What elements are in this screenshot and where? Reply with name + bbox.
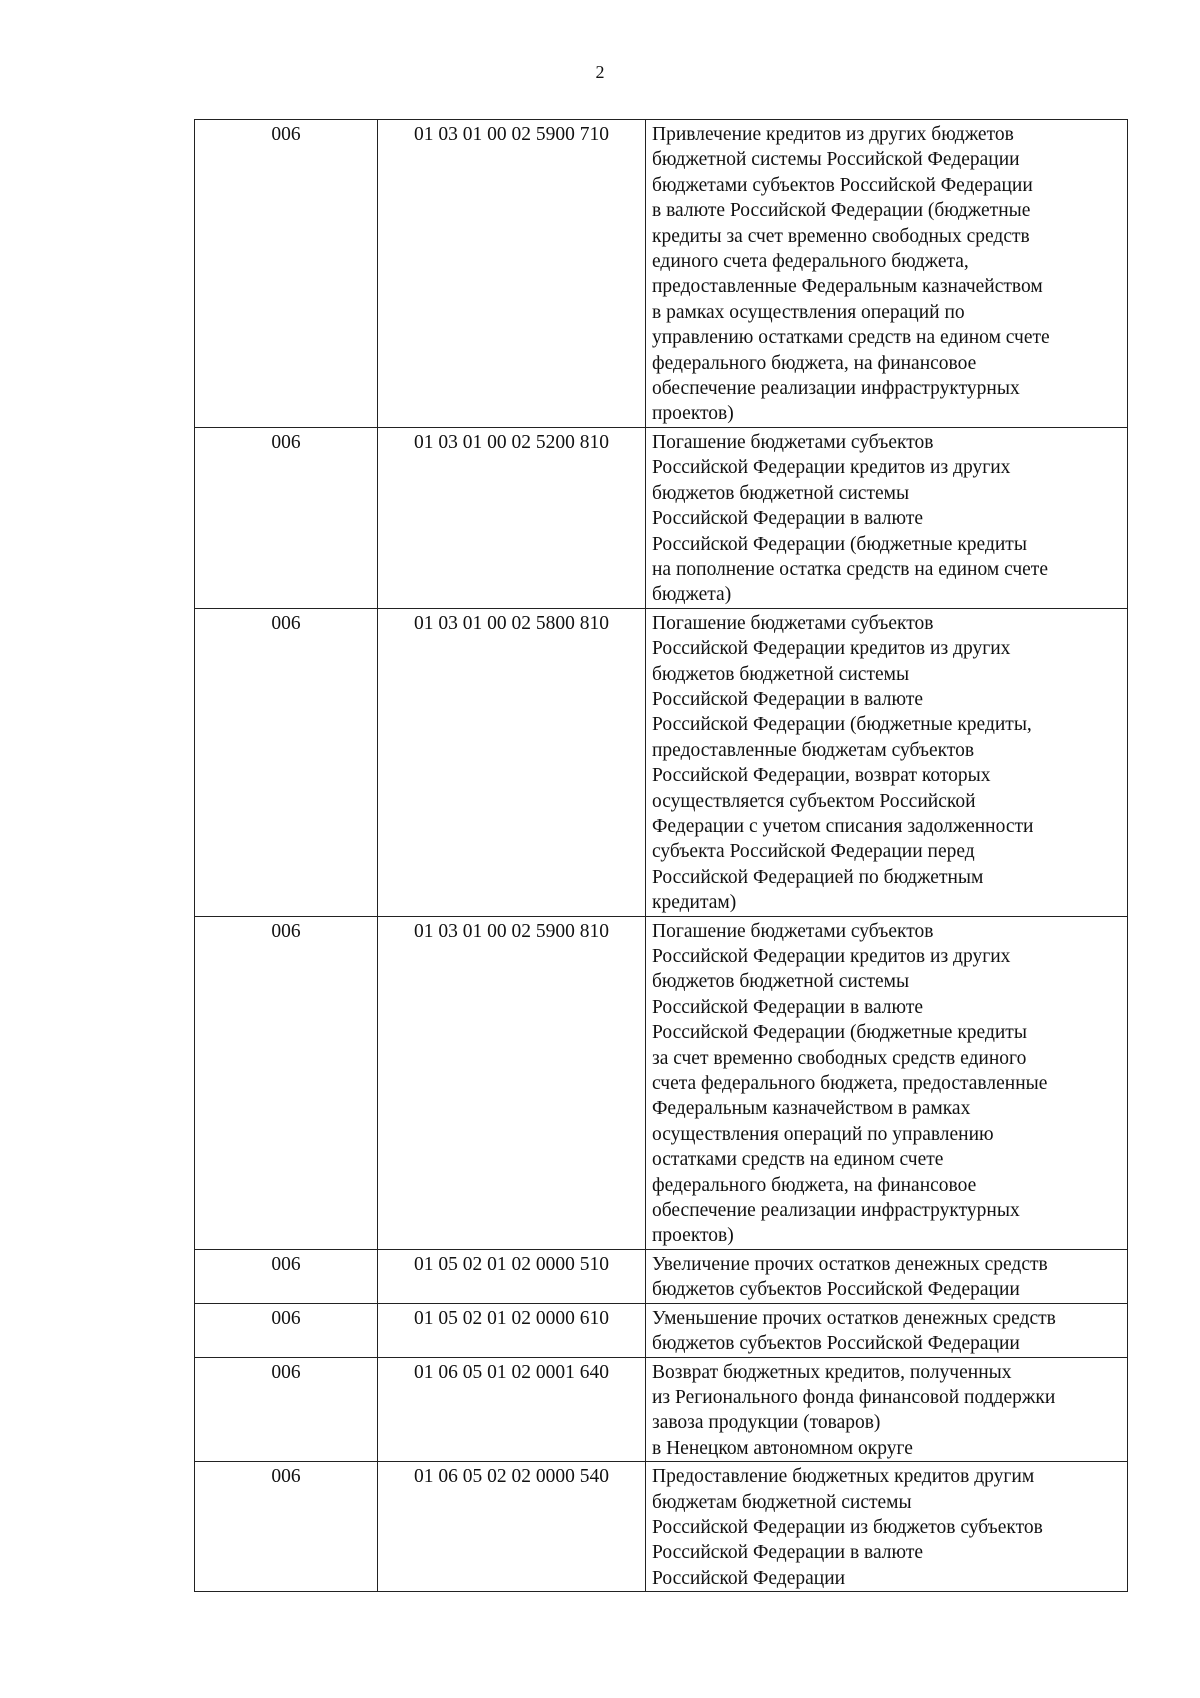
- description-line: бюджетов бюджетной системы: [652, 663, 910, 685]
- description-cell: [646, 120, 1128, 428]
- description-line: Возврат бюджетных кредитов, полученных: [652, 1361, 1012, 1383]
- description-line: управлению остатками средств на едином счете: [652, 327, 1050, 349]
- description-line: бюджета): [652, 584, 732, 606]
- description-line: Погашение бюджетами субъектов: [652, 920, 934, 942]
- table-body: [195, 120, 1128, 1592]
- description-line: Федерации с учетом списания задолженности: [652, 815, 1034, 837]
- description-cell: [646, 916, 1128, 1249]
- description-line: в валюте Российской Федерации (бюджетные: [652, 200, 1031, 222]
- description-line: остатками средств на едином счете: [652, 1149, 944, 1171]
- description-line: за счет временно свободных средств единого: [652, 1047, 1027, 1069]
- source-code-cell: 01 03 01 00 02 5900 710: [378, 120, 646, 428]
- source-code-cell: 01 03 01 00 02 5900 810: [378, 916, 646, 1249]
- description-line: бюджетам бюджетной системы: [652, 1491, 912, 1513]
- description-line: обеспечение реализации инфраструктурных: [652, 378, 1020, 400]
- description-cell: [646, 1462, 1128, 1592]
- table-row: [195, 1303, 1128, 1357]
- table-row: [195, 1249, 1128, 1303]
- description-line: Российской Федерации: [652, 1567, 846, 1589]
- description-cell: [646, 608, 1128, 916]
- description-line: Российской Федерации из бюджетов субъектов: [652, 1516, 1043, 1538]
- description-line: осуществления операций по управлению: [652, 1123, 994, 1145]
- description-line: бюджетов бюджетной системы: [652, 971, 910, 993]
- table-row: [195, 608, 1128, 916]
- description-cell: [646, 1249, 1128, 1303]
- description-line: Российской Федерации в валюте: [652, 688, 924, 710]
- description-line: Привлечение кредитов из других бюджетов: [652, 124, 1014, 145]
- description-cell: [646, 1303, 1128, 1357]
- description-line: из Регионального фонда финансовой поддержки: [652, 1386, 1056, 1408]
- description-cell: [646, 427, 1128, 608]
- description-line: кредиты за счет временно свободных средств: [652, 225, 1030, 247]
- description-line: бюджетов бюджетной системы: [652, 482, 910, 504]
- description-line: Российской Федерации в валюте: [652, 508, 924, 530]
- description-line: Погашение бюджетами субъектов: [652, 612, 934, 634]
- table-row: [195, 916, 1128, 1249]
- table-row: [195, 427, 1128, 608]
- description-line: Российской Федерации (бюджетные кредиты,: [652, 714, 1032, 736]
- admin-code-cell: 006: [195, 608, 378, 916]
- admin-code-cell: 006: [195, 120, 378, 428]
- description-line: Федеральным казначейством в рамках: [652, 1098, 971, 1120]
- description-line: Уменьшение прочих остатков денежных средств: [652, 1307, 1056, 1329]
- description-line: федерального бюджета, на финансовое: [652, 1174, 977, 1196]
- description-line: Предоставление бюджетных кредитов другим: [652, 1466, 1035, 1488]
- admin-code-cell: 006: [195, 1303, 378, 1357]
- table-row: [195, 1462, 1128, 1592]
- description-line: завоза продукции (товаров): [652, 1412, 881, 1434]
- source-code-cell: 01 03 01 00 02 5200 810: [378, 427, 646, 608]
- description-cell: [646, 1357, 1128, 1462]
- admin-code-cell: 006: [195, 1249, 378, 1303]
- description-line: бюджетов субъектов Российской Федерации: [652, 1279, 1020, 1301]
- table-row: [195, 1357, 1128, 1462]
- description-line: осуществляется субъектом Российской: [652, 790, 976, 812]
- description-line: в Ненецком автономном округе: [652, 1437, 913, 1459]
- description-line: проектов): [652, 403, 734, 425]
- source-code-cell: 01 06 05 02 02 0000 540: [378, 1462, 646, 1592]
- source-code-cell: 01 05 02 01 02 0000 610: [378, 1303, 646, 1357]
- description-line: обеспечение реализации инфраструктурных: [652, 1200, 1020, 1222]
- admin-code-cell: 006: [195, 427, 378, 608]
- description-line: федерального бюджета, на финансовое: [652, 352, 977, 374]
- description-line: Российской Федерации, возврат которых: [652, 765, 991, 787]
- description-line: Увеличение прочих остатков денежных средств: [652, 1253, 1048, 1275]
- page-number: 2: [595, 62, 605, 82]
- table-row: [195, 120, 1128, 428]
- description-line: Российской Федерации кредитов из других: [652, 946, 1011, 967]
- source-code-cell: 01 03 01 00 02 5800 810: [378, 608, 646, 916]
- description-line: Погашение бюджетами субъектов: [652, 431, 934, 453]
- description-line: Российской Федерации (бюджетные кредиты: [652, 1022, 1027, 1044]
- description-line: субъекта Российской Федерации перед: [652, 841, 975, 863]
- description-line: Российской Федерации (бюджетные кредиты: [652, 533, 1027, 555]
- description-line: предоставленные бюджетам субъектов: [652, 739, 975, 761]
- description-line: в рамках осуществления операций по: [652, 301, 965, 323]
- source-code-cell: 01 05 02 01 02 0000 510: [378, 1249, 646, 1303]
- description-line: бюджетной системы Российской Федерации: [652, 149, 1020, 171]
- description-line: Российской Федерацией по бюджетным: [652, 866, 984, 888]
- admin-code-cell: 006: [195, 1462, 378, 1592]
- description-line: предоставленные Федеральным казначейством: [652, 276, 1043, 298]
- admin-code-cell: 006: [195, 1357, 378, 1462]
- description-line: бюджетов субъектов Российской Федерации: [652, 1333, 1020, 1355]
- description-line: единого счета федерального бюджета,: [652, 251, 969, 273]
- source-code-cell: 01 06 05 01 02 0001 640: [378, 1357, 646, 1462]
- description-line: кредитам): [652, 892, 737, 914]
- description-line: Российской Федерации кредитов из других: [652, 638, 1011, 660]
- description-line: проектов): [652, 1225, 734, 1247]
- description-line: Российской Федерации кредитов из других: [652, 457, 1011, 479]
- description-line: на пополнение остатка средств на едином счете: [652, 558, 1048, 580]
- admin-code-cell: 006: [195, 916, 378, 1249]
- description-line: Российской Федерации в валюте: [652, 1542, 924, 1564]
- description-line: счета федерального бюджета, предоставленные: [652, 1073, 1048, 1095]
- budget-sources-table: [194, 119, 1128, 1592]
- description-line: Российской Федерации в валюте: [652, 996, 924, 1018]
- description-line: бюджетами субъектов Российской Федерации: [652, 174, 1033, 196]
